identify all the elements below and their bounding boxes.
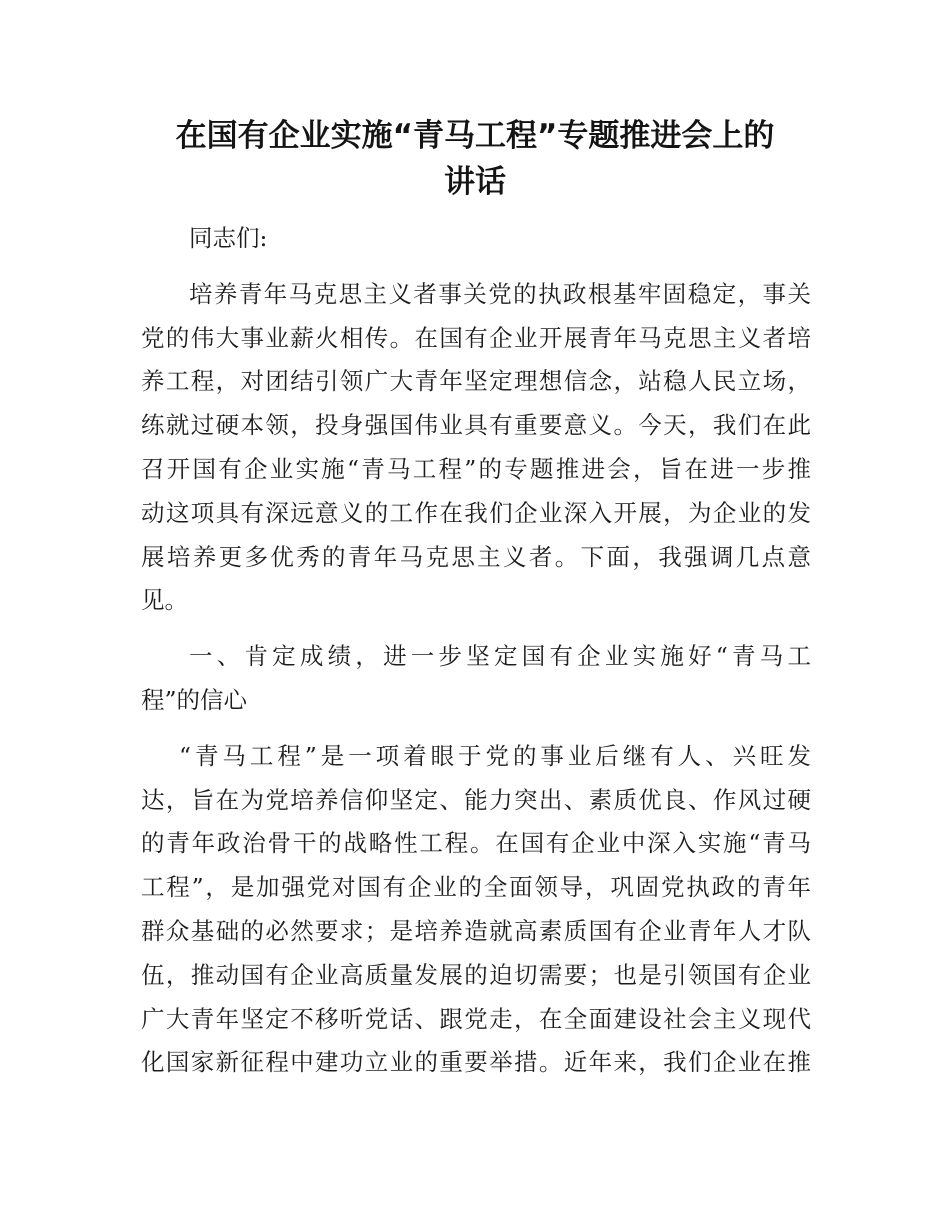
salutation [141, 217, 811, 261]
title-line: 讲话 [444, 164, 506, 200]
title-line: 在国有企业实施“青马工程”专题推进会上的 [175, 118, 775, 154]
section-heading-1 [141, 635, 811, 723]
document-title [140, 113, 810, 205]
text-line: 展培养更多优秀的青年马克思主义者。下面，我强调几点意 [141, 542, 811, 571]
text-line: 见。 [141, 586, 188, 615]
paragraph-spacer [141, 623, 811, 635]
paragraph-qingma [141, 735, 811, 1085]
text-line: 伍，推动国有企业高质量发展的迫切需要；也是引领国有企业 [141, 960, 811, 989]
text-line: 达，旨在为党培养信仰坚定、能力突出、素质优良、作风过硬 [141, 785, 811, 814]
text-line: 动这项具有深远意义的工作在我们企业深入开展，为企业的发 [141, 498, 811, 527]
heading-line: 一、肯定成绩，进一步坚定国有企业实施好“青马工 [189, 642, 811, 671]
paragraph-spacer [141, 723, 811, 735]
text-line: 党的伟大事业薪火相传。在国有企业开展青年马克思主义者培 [141, 323, 811, 352]
text-line: 召开国有企业实施“青马工程”的专题推进会，旨在进一步推 [141, 454, 811, 483]
document-body [141, 217, 811, 1085]
salutation-text: 同志们: [189, 224, 268, 252]
paragraph-intro [141, 273, 811, 623]
text-line: 工程”，是加强党对国有企业的全面领导，巩固党执政的青年 [141, 873, 811, 902]
text-line: “青马工程”是一项着眼于党的事业后继有人、兴旺发 [179, 741, 811, 770]
text-line: 养工程，对团结引领广大青年坚定理想信念，站稳人民立场， [141, 367, 811, 396]
text-line: 练就过硬本领，投身强国伟业具有重要意义。今天，我们在此 [141, 411, 811, 440]
text-line: 化国家新征程中建功立业的重要举措。近年来，我们企业在推 [141, 1048, 811, 1077]
text-line: 的青年政治骨干的战略性工程。在国有企业中深入实施“青马 [141, 829, 811, 858]
heading-line: 程”的信心 [141, 685, 248, 714]
text-line: 群众基础的必然要求；是培养造就高素质国有企业青年人才队 [141, 916, 811, 945]
text-line: 广大青年坚定不移听党话、跟党走，在全面建设社会主义现代 [141, 1004, 811, 1033]
text-line: 培养青年马克思主义者事关党的执政根基牢固稳定，事关 [189, 279, 811, 308]
